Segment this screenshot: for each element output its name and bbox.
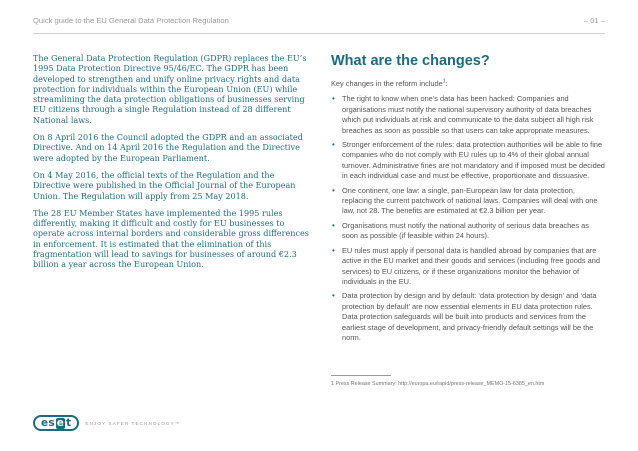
eset-logo-icon (33, 415, 79, 431)
changes-intro-text: Key changes in the reform include (331, 79, 443, 88)
intro-paragraph-3: On 4 May 2016, the official texts of the Regulation and the Directive were published in the Official Journal of the European Union. The Regulation will apply from 25 May 2018. (33, 169, 296, 201)
changes-list (331, 94, 605, 343)
list-item-text: One continent, one law: a single, pan-European law for data protection, replacing the current patchwork of national laws. Companies will deal with one law, not 28. The benefits are estimated at €2.3 billion per year. (342, 185, 598, 216)
logo-text-post: t (66, 417, 72, 429)
logo-tagline: ENJOY SAFER TECHNOLOGY™ (85, 420, 181, 426)
list-item-text: Stronger enforcement of the rules: data protection authorities will be able to fine companies who do not comply with EU rules up to 4% of their global annual turnover. Administrative fines are not mandatory and if imposed must be decided in each individual case and must be effective, proportionate and dissuasive. (342, 140, 605, 181)
list-item (331, 221, 605, 242)
list-item-text: Data protection by design and by default: ‘data protection by design’ and ‘data protection by default’ are now essential elements in EU data protection rules. Data protection safeguards will be built into products and services from the earliest stage of development, and privacy-friendly default settings will be the norm. (342, 291, 597, 342)
list-item-text: The right to know when one’s data has been hacked: Companies and organisations must notify the national supervisory authority of data breaches which put individuals at risk and communicate to the data subject all high risk breaches as soon as possible so that users can take appropriate measures. (342, 94, 594, 135)
footnote-reference: 1 (442, 78, 446, 85)
page-number: – 01 – (583, 16, 605, 25)
changes-section (331, 52, 605, 347)
changes-intro-colon: : (445, 79, 448, 88)
bullet-icon: • (332, 185, 335, 195)
list-item (331, 186, 605, 217)
bullet-icon: • (332, 245, 335, 255)
bullet-icon: • (332, 291, 335, 301)
intro-paragraph-4: The 28 EU Member States have implemented the 1995 rules differently, making it difficult and costly for EU businesses to operate across internal borders and considerable gross differences in enforcement. It is estimated that the elimination of this fragmentation will lead to savings for businesses of around €2.3 billion a year across the European Union. (33, 207, 309, 270)
logo-text-pre: es (41, 417, 55, 429)
footnote: 1 Press Release Summary: http://europa.eu/rapid/press-release_MEMO-15-6385_en.htm (331, 381, 545, 387)
section-heading: What are the changes? (331, 53, 490, 69)
list-item (331, 94, 605, 136)
footnote-divider (331, 375, 391, 376)
changes-intro (331, 79, 605, 89)
bullet-icon: • (332, 94, 335, 104)
eset-logo (33, 414, 180, 432)
intro-paragraph-2: On 8 April 2016 the Council adopted the GDPR and an associated Directive. And on 14 April 2016 the Regulation and the Directive were adopted by the European Parliament. (33, 132, 303, 163)
bullet-icon: • (332, 140, 335, 150)
list-item-text: EU rules must apply if personal data is handled abroad by companies that are active in the EU market and their goods and services (including free goods and services) to EU citizens, or if these organizations monitor the behavior of individuals in the EU. (342, 245, 600, 286)
list-item-text: Organisations must notify the national authority of serious data breaches as soon as possible (if feasible within 24 hours). (342, 220, 589, 241)
bullet-icon: • (332, 220, 335, 230)
intro-column (33, 53, 309, 277)
intro-paragraph-1: The General Data Protection Regulation (GDPR) replaces the EU’s 1995 Data Protection Directive 95/46/EC. The GDPR has been developed to strengthen and unify online privacy rights and data protection for individuals within the European Union (EU) while streamlining the data protection obligations of businesses serving EU citizens through a single Regulation instead of 28 different National laws. (33, 53, 307, 125)
page-header (33, 13, 605, 34)
list-item (331, 246, 605, 288)
document-title: Quick guide to the EU General Data Protection Regulation (33, 16, 229, 25)
list-item (331, 140, 605, 182)
list-item (331, 291, 605, 343)
logo-text-mid: e (56, 416, 65, 429)
